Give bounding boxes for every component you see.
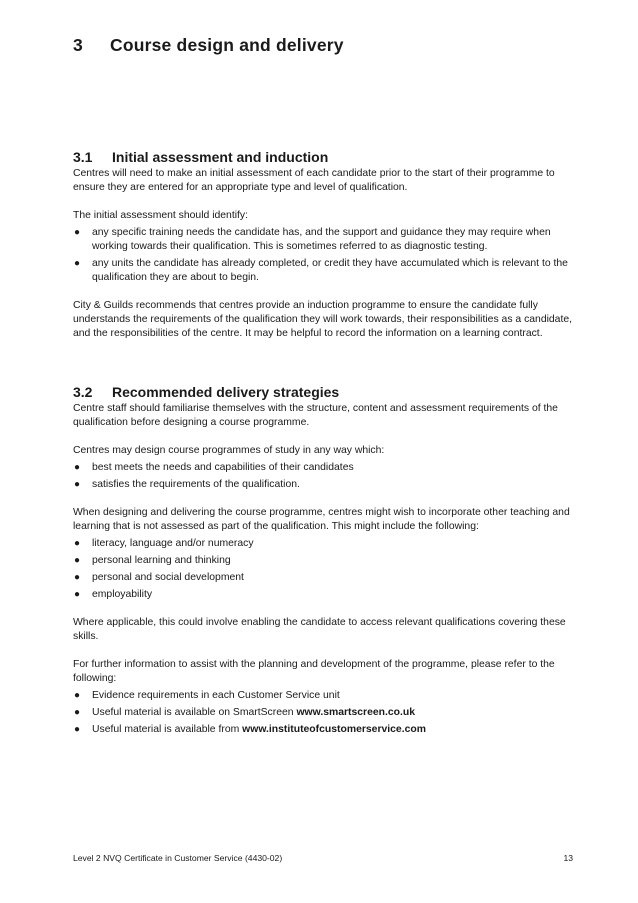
list-item-text: any specific training needs the candidate has, and the support and guidance they may require when working towards their qualification. This is sometimes referred to as diagnostic testing. [92,227,551,252]
section-heading [73,384,573,400]
section-number: 3.1 [73,149,93,165]
list-item [73,478,573,492]
bullet-icon: ● [74,462,81,473]
paragraph-closing: City & Guilds recommends that centres provide an induction programme to ensure the candidate fully understands the requirements of the qualification they will work towards, their responsibilities as a candidate, and the responsibilities of the centre. It may be helpful to record the information on a learning contract. [73,300,573,339]
bullet-icon: ● [74,690,81,701]
bullet-list-further [73,689,573,737]
paragraph-intro: Centres will need to make an initial assessment of each candidate prior to the start of their programme to ensure they are entered for an appropriate type and level of qualification. [73,168,555,193]
page-footer [73,853,573,863]
bullet-list-identify [73,226,573,285]
bullet-list-incorporate [73,537,573,602]
list-item [73,588,573,602]
bullet-icon: ● [74,538,81,549]
smartscreen-link[interactable]: www.smartscreen.co.uk [296,707,416,718]
bullet-icon: ● [74,555,81,566]
paragraph-further-lead: For further information to assist with the planning and development of the programme, please refer to the following: [73,659,555,684]
bullet-icon: ● [74,589,81,600]
section-number: 3.2 [73,384,93,400]
section-initial-assessment [73,149,573,341]
list-item-text: literacy, language and/or numeracy [92,538,254,549]
list-item [73,461,573,475]
list-item-text: best meets the needs and capabilities of their candidates [92,462,354,473]
list-item-text: any units the candidate has already completed, or credit they have accumulated which is relevant to the qualification they are about to begin. [92,258,568,283]
list-item [73,554,573,568]
list-item [73,706,573,720]
list-item [73,689,573,703]
bullet-icon: ● [74,258,81,269]
paragraph-design-lead: Centres may design course programmes of study in any way which: [73,445,385,456]
section-title: Recommended delivery strategies [112,384,340,400]
bullet-icon: ● [74,479,81,490]
paragraph-identify-lead: The initial assessment should identify: [73,210,248,221]
section-heading [73,149,573,165]
section-delivery-strategies [73,384,573,740]
footer-title: Level 2 NVQ Certificate in Customer Service (4430-02) [73,853,283,863]
institute-link[interactable]: www.instituteofcustomerservice.com [242,724,426,735]
section-title: Initial assessment and induction [112,149,329,165]
paragraph-intro: Centre staff should familiarise themselves with the structure, content and assessment requirements of the qualification before designing a course programme. [73,403,558,428]
bullet-icon: ● [74,724,81,735]
bullet-list-design [73,461,573,492]
page-number: 13 [563,853,573,863]
bullet-icon: ● [74,227,81,238]
list-item-text: Useful material is available on SmartScreen [92,707,297,718]
list-item-text: satisfies the requirements of the qualification. [92,479,300,490]
chapter-number: 3 [73,35,83,55]
chapter-title: Course design and delivery [110,35,344,55]
list-item [73,537,573,551]
bullet-icon: ● [74,707,81,718]
list-item-text: Useful material is available from [92,724,243,735]
list-item [73,723,573,737]
list-item-text: employability [92,589,153,600]
bullet-icon: ● [74,572,81,583]
list-item-text: personal and social development [92,572,244,583]
paragraph-applicable: Where applicable, this could involve enabling the candidate to access relevant qualifications covering these skills. [73,617,566,642]
chapter-heading [73,35,344,56]
list-item-text: personal learning and thinking [92,555,231,566]
list-item-text: Evidence requirements in each Customer Service unit [92,690,340,701]
list-item [73,226,573,254]
list-item [73,257,573,285]
paragraph-incorporate-lead: When designing and delivering the course programme, centres might wish to incorporate other teaching and learning that is not assessed as part of the qualification. This might include the following: [73,507,570,532]
list-item [73,571,573,585]
